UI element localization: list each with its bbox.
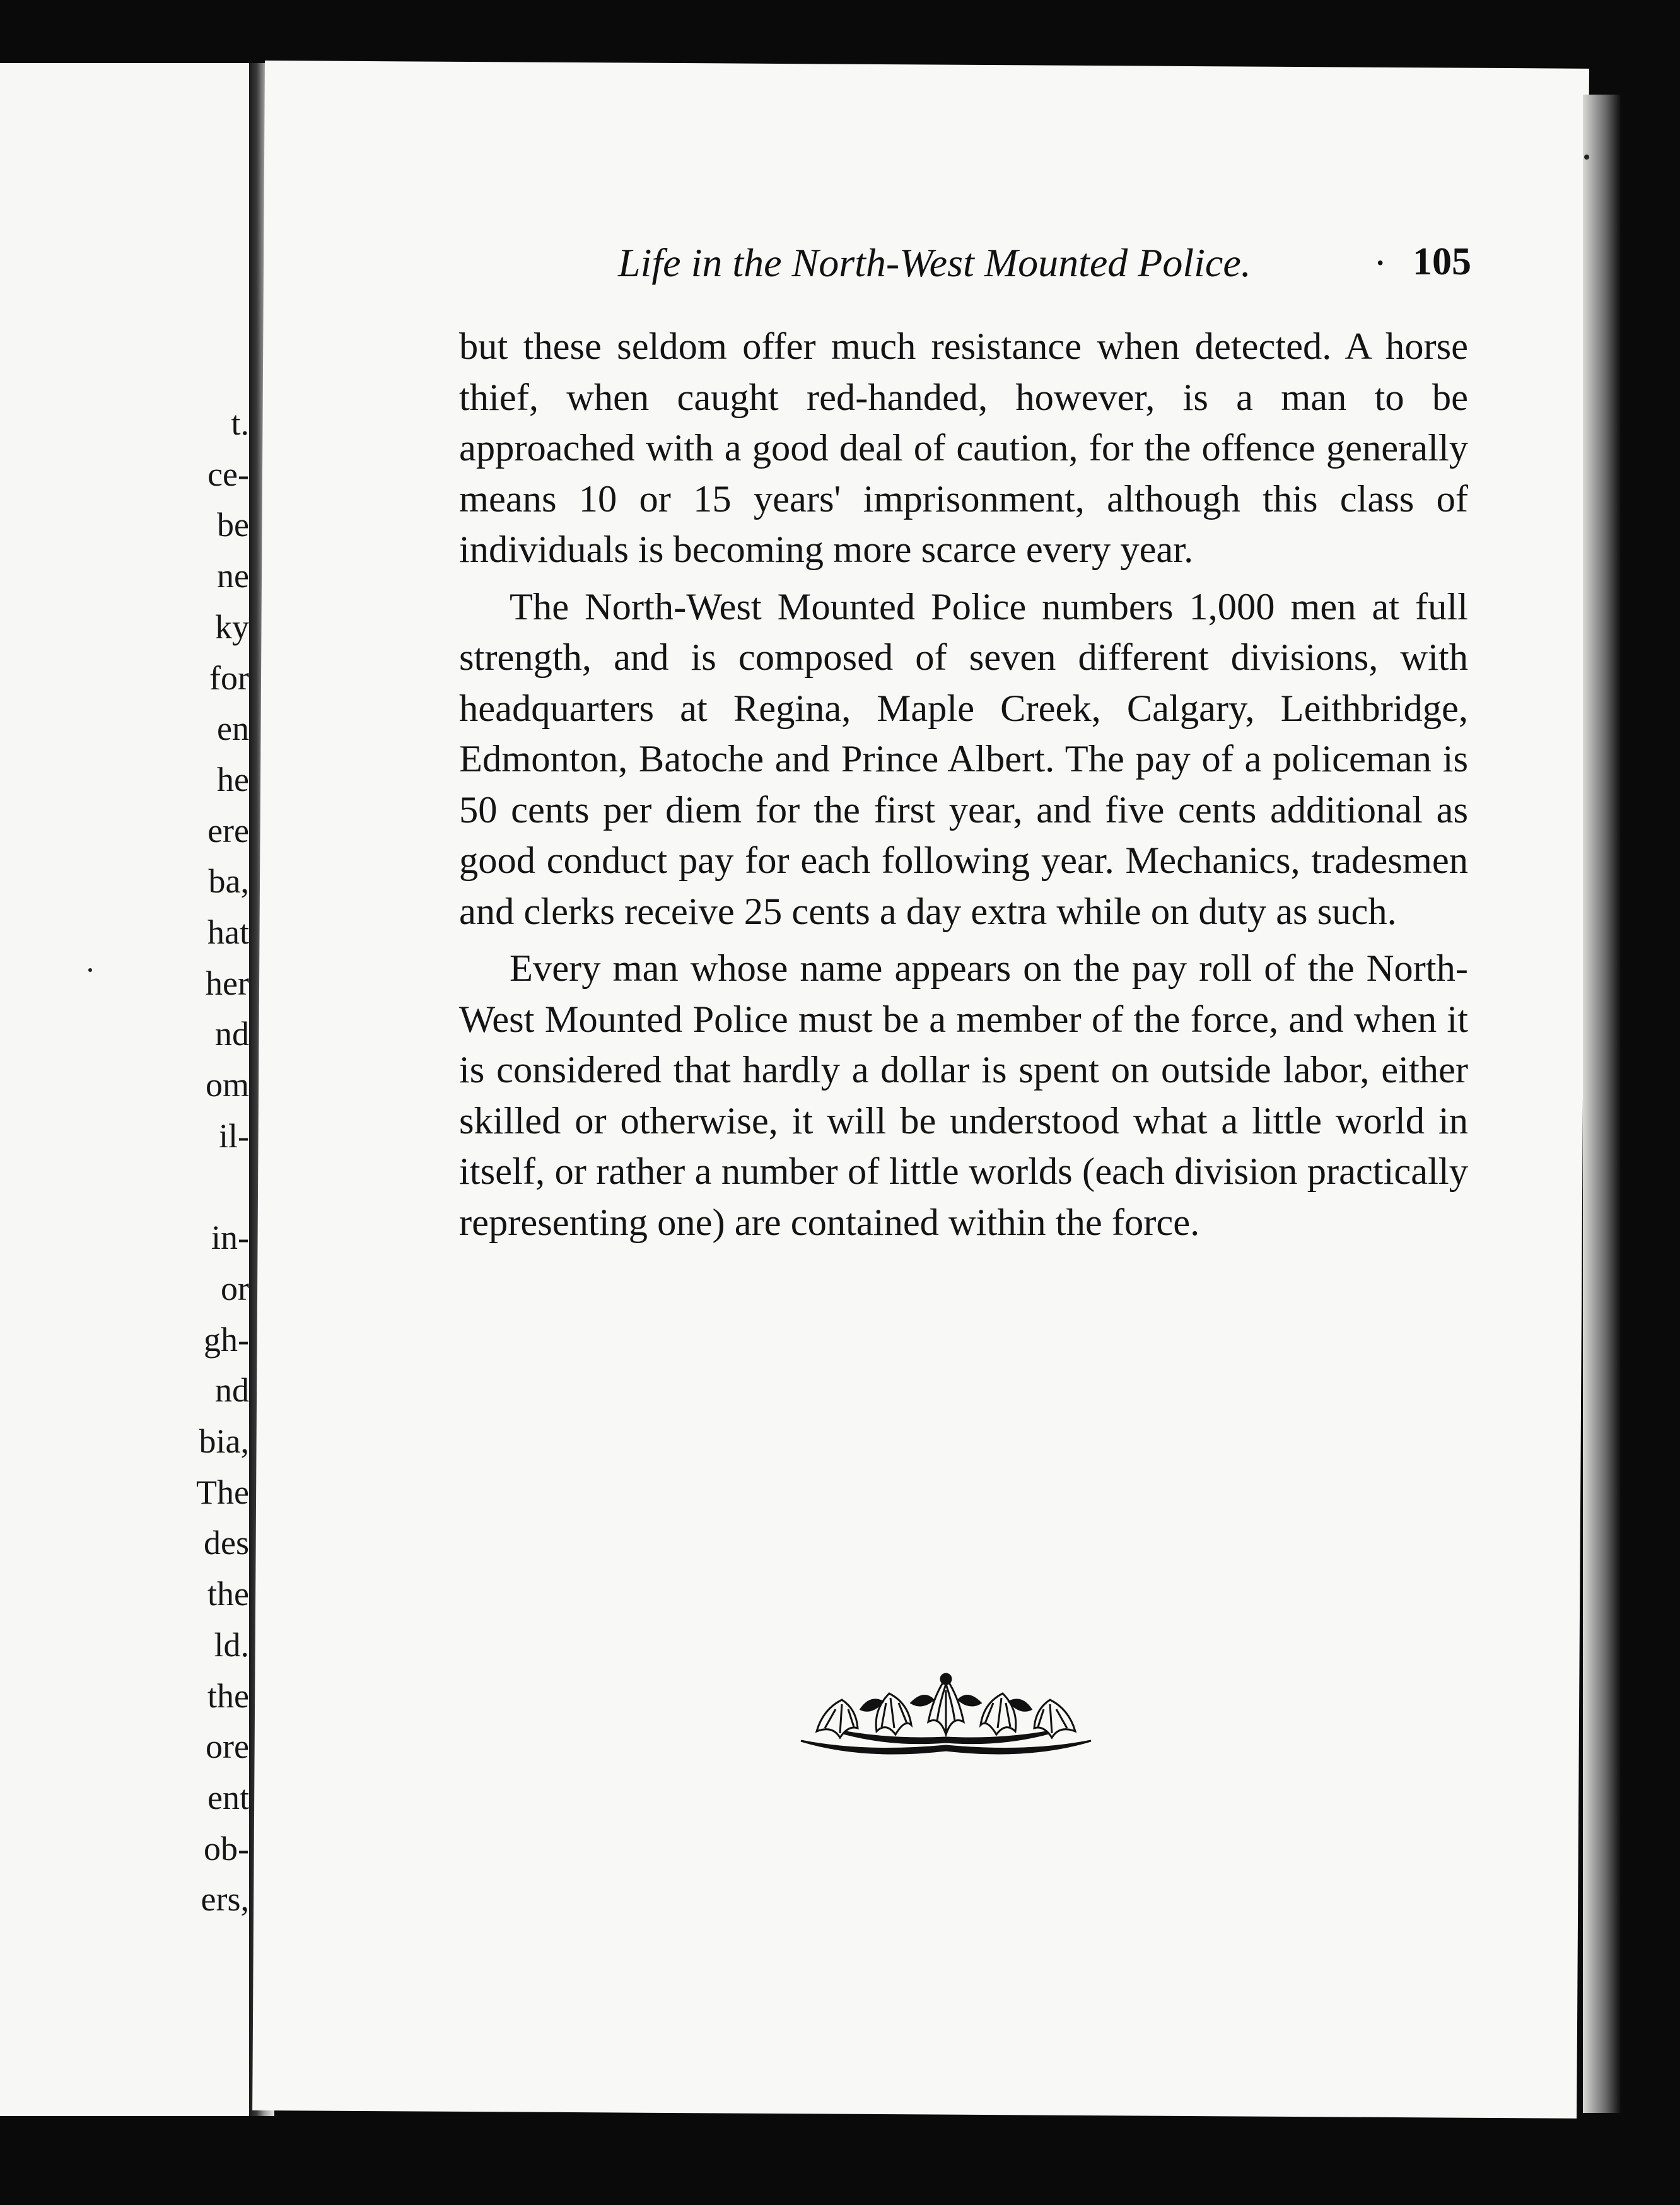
previous-page-line-end: for	[209, 658, 249, 697]
previous-page-line-end: gh-	[204, 1320, 249, 1359]
previous-page-line-end: be	[217, 506, 249, 544]
running-head-title: Life in the North-West Mounted Police.	[618, 240, 1251, 285]
previous-page-line-end: bia,	[199, 1422, 249, 1460]
previous-page-line-end: en	[217, 710, 249, 748]
running-head	[353, 189, 1488, 285]
previous-page-line-end: the	[207, 1676, 249, 1715]
previous-page-fragment	[0, 63, 251, 2116]
paragraph: but these seldom offer much resistance when detected. A horse thief, when caught red-handed, however, is a man to be approached with a good deal of caution, for the offence generally means 10 or 15 years' imprisonment, although this class of individuals is becoming more scarce every year.	[459, 325, 1468, 571]
paragraph: The North-West Mounted Police numbers 1,000 men at full strength, and is composed of seven different divisions, with headquarters at Regina, Maple Creek, Calgary, Leithbridge, Edmonton, Batoche and Prince Albert. The pay of a policeman is 50 cents per diem for the first year, and five cents additional as good conduct pay for each following year. Mechanics, tradesmen and clerks receive 25 cents a day extra while on duty as such.	[459, 585, 1468, 933]
previous-page-line-end: ob-	[204, 1829, 249, 1868]
previous-page-line-end: he	[217, 760, 249, 798]
previous-page-line-end: des	[204, 1524, 249, 1562]
page-edge-shadow	[1583, 95, 1621, 2113]
previous-page-line-end: ky	[215, 607, 249, 646]
previous-page-line-end: ld.	[214, 1625, 249, 1664]
previous-page-line-end: nd	[215, 1371, 249, 1410]
previous-page-line-end: t.	[231, 404, 249, 442]
body-text	[459, 322, 1468, 1248]
previous-page-line-end: The	[196, 1473, 249, 1511]
previous-page-line-end: ere	[207, 811, 249, 850]
previous-page-line-end: in-	[211, 1219, 249, 1257]
previous-page-line-end: ne	[217, 557, 249, 595]
previous-page-line-end: ore	[206, 1728, 249, 1766]
previous-page-line-end: nd	[215, 1015, 249, 1053]
previous-page-line-end: om	[205, 1066, 249, 1104]
scan-speck	[1584, 155, 1589, 160]
previous-page-line-end: il-	[219, 1116, 249, 1155]
previous-page-line-end: her	[206, 964, 249, 1002]
paragraph: Every man whose name appears on the pay roll of the North-West Mounted Police must be a member of the force, and when it is considered that hardly a dollar is spent on outside labor, either skilled or otherwise, it will be understood what a little world in itself, or rather a number of little worlds (each division practically representing one) are contained within the force.	[459, 947, 1468, 1244]
running-head-separator: ·	[1374, 240, 1387, 285]
previous-page-line-end: ent	[207, 1778, 249, 1816]
previous-page-line-end: ers,	[201, 1880, 249, 1919]
previous-page-line-end: ce-	[207, 455, 249, 493]
previous-page-line-end: hat	[207, 913, 249, 951]
page-number: 105	[1413, 240, 1471, 283]
previous-page-line-end: ba,	[208, 862, 249, 901]
previous-page-line-end: the	[207, 1575, 249, 1613]
scan-speck	[88, 968, 92, 972]
previous-page-line-end: or	[221, 1269, 249, 1307]
floral-tailpiece-icon	[782, 1665, 1110, 1766]
